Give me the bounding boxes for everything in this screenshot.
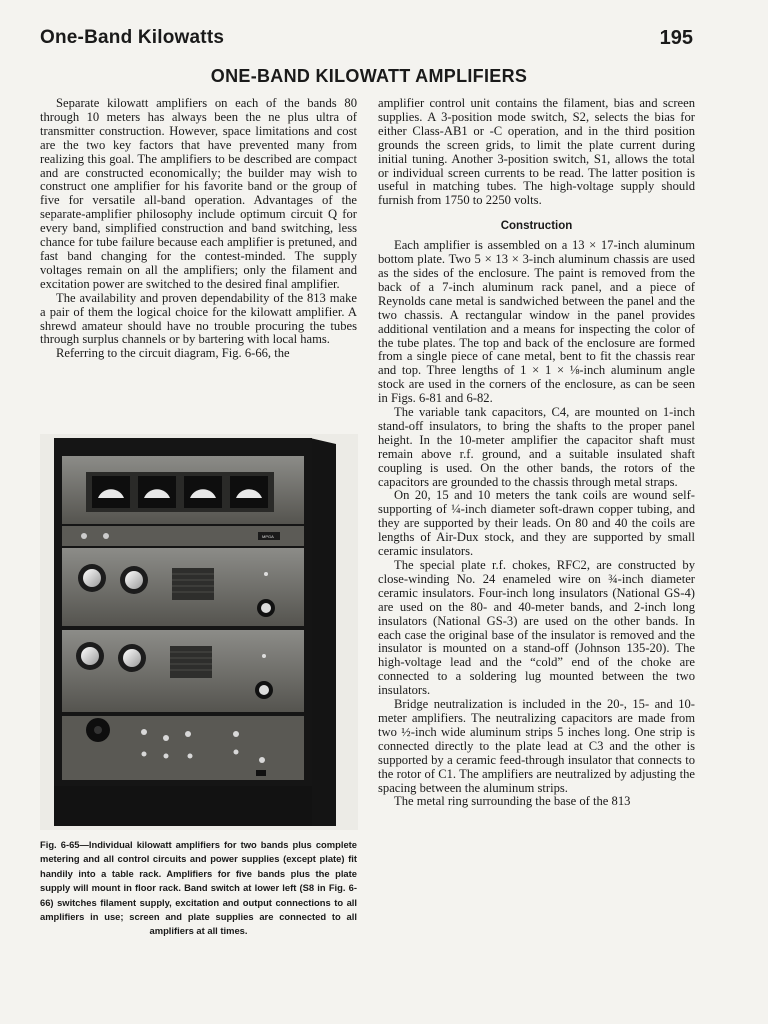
meter-icon <box>230 476 268 508</box>
page-number: 195 <box>659 27 693 49</box>
tuning-knob-icon <box>83 569 101 587</box>
paragraph: Separate kilowatt amplifiers on each of the bands 80 through 10 meters has always been the ne plus ultra of transmitter construction. However, space limitations and cost are the two key factors that have prevented many from realizing this goal. The amplifiers to be described are compact and are constructed economically; the builder may wish to construct one amplifier for his favorite band or the group of five for versatile all-band operation. Advantages of the separate-amplifier philosophy include optimum circuit Q for every band, simplified construction and band switching, less chance for tube failure because each amplifier is pretuned, and fast band changing for the contest-minded. The supply voltages remain on all the amplifiers; only the filament and excitation power are switched to the desired final amplifier. <box>40 96 357 291</box>
paragraph: The special plate r.f. chokes, RFC2, are constructed by close-winding No. 24 enameled wire on ¾-inch diameter ceramic insulators. Four-inch long insulators (National GS-4) are used on the 80- and 40-meter bands, and 2-inch long insulators (National GS-3) are used on the other bands. In each case the original base of the insulator is removed and the insulator is mounted on a stand-off (Johnson 135-20). The high-voltage lead and the “cold” end of the choke are connected to a soldering lug mounted between the two insulators. <box>378 558 695 698</box>
right-column <box>378 97 695 809</box>
section-heading: Construction <box>500 220 573 233</box>
panel-tag: MPGA <box>262 534 274 539</box>
figure-caption: Fig. 6-65—Individual kilowatt amplifiers for two bands plus complete metering and all control circuits and power supplies (except plate) fit handily into a table rack. Amplifiers for five bands plus the plate supply will mount in floor rack. Band switch at lower left (S8 in Fig. 6-66) switches filament supply, excitation and output connections to all amplifiers in use; screen and plate supplies are connected to all amplifiers at all times. <box>40 839 357 937</box>
paragraph: Bridge neutralization is included in the 20-, 15- and 10-meter amplifiers. The neutralizing capacitors are made from two ½-inch wide aluminum strips 5 inches long. One strip is connected directly to the plate lead at C3 and the other is supported by a ceramic feed-through insulator that connects to the rotor of C1. The amplifiers are neutralized by adjusting the spacing between the aluminum strips. <box>378 697 695 795</box>
paragraph: Each amplifier is assembled on a 13 × 17-inch aluminum bottom plate. Two 5 × 13 × 3-inch aluminum chassis are used as the sides of the enclosure. The paint is removed from the back of a 7-inch aluminum rack panel, and a piece of Reynolds cane metal is sandwiched between the panel and the two chassis. A rectangular window in the panel provides additional ventilation and a means for inspecting the color of the tube plates. The top and back of the enclosure are formed from a single piece of cane metal, bent to fit the chassis rear and top. Three lengths of 1 × 1 × ⅛-inch aluminum angle stock are used in the corners of the enclosure, as can be seen in Figs. 6-81 and 6-82. <box>378 238 695 406</box>
figure-photo-rack <box>40 434 358 830</box>
paragraph: Referring to the circuit diagram, Fig. 6-66, the <box>56 346 290 361</box>
ventilation-window <box>170 646 212 678</box>
running-head: One-Band Kilowatts <box>40 27 225 48</box>
tuning-knob-icon <box>125 571 143 589</box>
paragraph: The metal ring surrounding the base of the 813 <box>394 794 631 809</box>
tuning-knob-icon <box>123 649 141 667</box>
ventilation-window <box>172 568 214 600</box>
left-column <box>40 97 357 361</box>
tuning-knob-icon <box>81 647 99 665</box>
paragraph: amplifier control unit contains the filament, bias and screen supplies. A 3-position mode switch, S2, selects the bias for either Class-AB1 or -C operation, and in the third position grounds the screen grids, to limit the plate current during initial tuning. Another 3-position switch, S1, allows the total or individual screen currents to be read. The latter position is useful in matching tubes. The high-voltage supply should furnish from 1750 to 2250 volts. <box>378 96 695 208</box>
meter-icon <box>138 476 176 508</box>
paragraph: The availability and proven dependability of the 813 make a pair of them the logical choice for the kilowatt amplifier. A shrewd amateur should have no trouble procuring the tubes through surplus channels or by bartering with local hams. <box>40 290 357 347</box>
article-title: ONE-BAND KILOWATT AMPLIFIERS <box>210 66 528 86</box>
paragraph: The variable tank capacitors, C4, are mounted on 1-inch stand-off insulators, to bring the shafts to the proper panel height. In the 10-meter amplifier the capacitor shaft must remain above r.f. ground, and a suitable insulated shaft coupling is used. On the other bands, the rotors of the capacitors are grounded to the chassis through metal straps. <box>378 405 695 489</box>
meter-icon <box>184 476 222 508</box>
paragraph: On 20, 15 and 10 meters the tank coils are wound self-supporting of ¼-inch diameter soft-drawn copper tubing, and they are supported by their leads. On 80 and 40 the coils are lengths of Air-Dux stock, and they are supported by small ceramic insulators. <box>378 488 695 559</box>
meter-icon <box>92 476 130 508</box>
